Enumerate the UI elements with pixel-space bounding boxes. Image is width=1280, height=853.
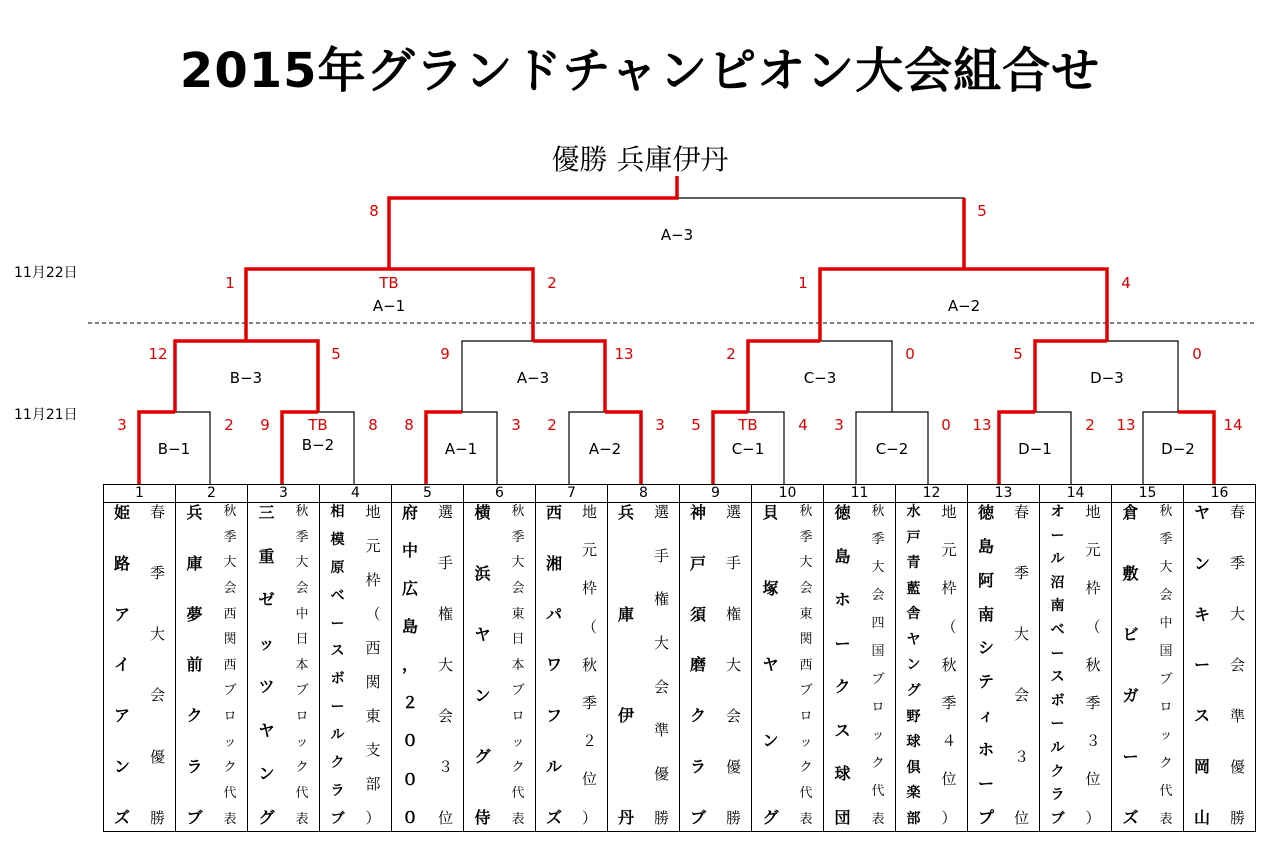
team-number: 16 — [1184, 485, 1256, 503]
match-qf-3: C−3 — [803, 369, 837, 387]
score: 4 — [798, 416, 808, 434]
team-note: 地 元 枠 （ 秋 季 ４ 位 ） — [941, 503, 957, 827]
score: 5 — [331, 345, 341, 363]
match-r1-4: A−2 — [588, 440, 622, 458]
team-note: 秋 季 大 会 中 日 本 ブ ロ ッ ク 代 表 — [295, 504, 309, 827]
team-cell — [824, 503, 896, 832]
tb-label-semi: TB — [379, 274, 399, 292]
score: 1 — [798, 274, 808, 292]
team-name: オ ー ル 沼 南 ベ ー ス ボ ー ル ク ラ ブ — [1050, 504, 1065, 827]
score: 2 — [547, 274, 557, 292]
score: 2 — [547, 416, 557, 434]
team-note: 選 手 権 大 会 ３ 位 — [437, 503, 453, 827]
team-cell — [176, 503, 248, 832]
score: 5 — [977, 202, 987, 220]
team-name: ヤ ン キ ー ス 岡 山 — [1193, 503, 1210, 827]
team-note: 地 元 枠 （ 秋 季 ３ 位 ） — [1085, 503, 1101, 827]
team-cell — [1112, 503, 1184, 832]
team-cell — [248, 503, 320, 832]
team-name: 横 浜 ヤ ン グ 侍 — [474, 503, 491, 827]
team-cell — [464, 503, 536, 832]
team-number: 2 — [176, 485, 248, 503]
team-name: 水 戸 青 藍 舎 ヤ ン グ 野 球 倶 楽 部 — [906, 504, 921, 827]
team-cell — [968, 503, 1040, 832]
match-qf-1: B−3 — [229, 369, 263, 387]
team-number: 5 — [392, 485, 464, 503]
team-name: 姫 路 ア イ ア ン ズ — [113, 503, 130, 827]
team-name: 相 模 原 ベ ー ス ボ ー ル ク ラ ブ — [330, 504, 345, 827]
tb-label-c1: TB — [738, 416, 758, 434]
team-number: 1 — [104, 485, 176, 503]
team-cell — [320, 503, 392, 832]
team-cell — [1184, 503, 1256, 832]
team-name: 三 重 ゼ ッ ツ ヤ ン グ — [258, 503, 275, 827]
match-r1-1: B−1 — [157, 440, 191, 458]
team-cell — [896, 503, 968, 832]
match-r1-5: C−1 — [731, 440, 765, 458]
score: 0 — [905, 345, 915, 363]
score: 2 — [1085, 416, 1095, 434]
match-qf-2: A−3 — [516, 369, 550, 387]
page-title: 2015年グランドチャンピオン大会組合せ — [179, 43, 1101, 99]
score: 13 — [972, 416, 992, 434]
champion-label: 優勝 兵庫伊丹 — [551, 143, 729, 176]
team-number: 6 — [464, 485, 536, 503]
date-day2: 11月22日 — [14, 265, 78, 281]
score: 3 — [117, 416, 127, 434]
score: 3 — [834, 416, 844, 434]
team-number: 9 — [680, 485, 752, 503]
team-number: 12 — [896, 485, 968, 503]
team-number: 4 — [320, 485, 392, 503]
score: 2 — [224, 416, 234, 434]
team-note: 秋 季 大 会 東 関 西 ブ ロ ッ ク 代 表 — [799, 504, 813, 827]
team-number: 15 — [1112, 485, 1184, 503]
team-name: 西 湘 パ ワ フ ル ズ — [545, 503, 562, 827]
score: 8 — [368, 416, 378, 434]
match-r1-8: D−2 — [1161, 440, 1195, 458]
team-number: 13 — [968, 485, 1040, 503]
match-semi-right: A−2 — [947, 297, 981, 315]
match-semi-left: A−1 — [372, 297, 406, 315]
match-r1-7: D−1 — [1018, 440, 1052, 458]
team-number: 3 — [248, 485, 320, 503]
team-number: 11 — [824, 485, 896, 503]
team-name: 徳 島 ホ ー ク ス 球 団 — [834, 503, 851, 827]
score: 13 — [614, 345, 634, 363]
score: 13 — [1116, 416, 1136, 434]
match-final: A−3 — [660, 226, 694, 244]
team-number: 14 — [1040, 485, 1112, 503]
tb-label-b2: TB — [308, 416, 328, 434]
team-cell — [752, 503, 824, 832]
score: 3 — [511, 416, 521, 434]
match-qf-4: D−3 — [1090, 369, 1124, 387]
score: 4 — [1121, 274, 1131, 292]
match-r1-2: B−2 — [301, 436, 335, 454]
score: 12 — [148, 345, 168, 363]
score: 5 — [1013, 345, 1023, 363]
team-name: 倉 敷 ビ ガ ー ズ — [1122, 503, 1139, 827]
team-cell — [536, 503, 608, 832]
score: 8 — [369, 202, 379, 220]
score: 3 — [655, 416, 665, 434]
team-cell — [680, 503, 752, 832]
score: 9 — [260, 416, 270, 434]
match-r1-3: A−1 — [444, 440, 478, 458]
score: 2 — [726, 345, 736, 363]
team-name: 府 中 広 島 ， ２ ０ ０ ０ — [401, 503, 418, 827]
score: 9 — [440, 345, 450, 363]
team-name: 兵 庫 伊 丹 — [617, 503, 634, 827]
team-note: 秋 季 大 会 中 国 ブ ロ ッ ク 代 表 — [1159, 504, 1173, 827]
score: 1 — [225, 274, 235, 292]
team-note: 春 季 大 会 準 優 勝 — [1229, 503, 1245, 827]
team-note: 春 季 大 会 優 勝 — [149, 503, 165, 827]
team-note: 春 季 大 会 ３ 位 — [1013, 503, 1029, 827]
score: 0 — [1192, 345, 1202, 363]
team-note: 秋 季 大 会 西 関 西 ブ ロ ッ ク 代 表 — [223, 504, 237, 827]
team-note: 選 手 権 大 会 準 優 勝 — [653, 503, 669, 827]
match-r1-6: C−2 — [875, 440, 909, 458]
team-cell — [608, 503, 680, 832]
team-note: 地 元 枠 （ 秋 季 ２ 位 ） — [581, 503, 597, 827]
team-number: 8 — [608, 485, 680, 503]
team-cell — [104, 503, 176, 832]
score: 5 — [691, 416, 701, 434]
team-note: 選 手 権 大 会 優 勝 — [725, 503, 741, 827]
score: 14 — [1223, 416, 1243, 434]
date-day1: 11月21日 — [14, 407, 78, 423]
team-number: 10 — [752, 485, 824, 503]
team-name: 兵 庫 夢 前 ク ラ ブ — [186, 503, 203, 827]
team-note: 秋 季 大 会 四 国 ブ ロ ッ ク 代 表 — [871, 504, 885, 827]
team-cell — [392, 503, 464, 832]
score: 8 — [404, 416, 414, 434]
team-name: 貝 塚 ヤ ン グ — [762, 503, 779, 827]
team-note: 秋 季 大 会 東 日 本 ブ ロ ッ ク 代 表 — [511, 504, 525, 827]
score: 0 — [941, 416, 951, 434]
team-cell — [1040, 503, 1112, 832]
team-name: 神 戸 須 磨 ク ラ ブ — [689, 503, 706, 827]
team-number: 7 — [536, 485, 608, 503]
team-note: 地 元 枠 （ 西 関 東 支 部 ） — [365, 503, 381, 827]
team-table — [103, 484, 1256, 832]
team-name: 徳 島 阿 南 シ テ ィ ホ ー プ — [977, 503, 994, 827]
